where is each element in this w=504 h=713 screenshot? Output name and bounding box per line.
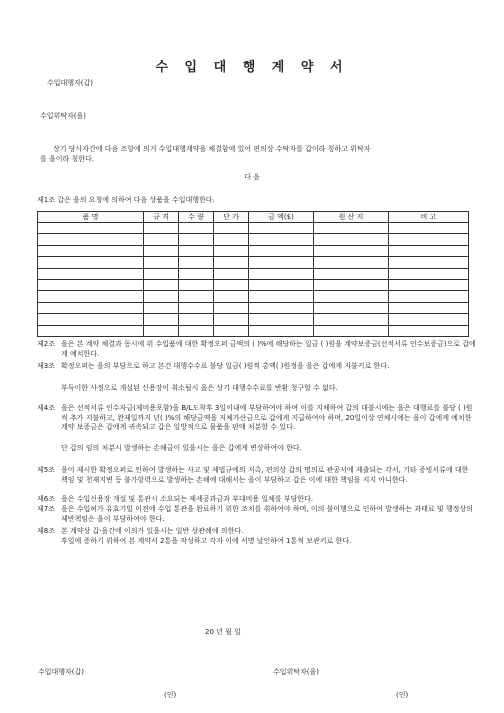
- table-cell: [249, 302, 314, 313]
- table-row: [38, 291, 469, 302]
- table-cell: [389, 302, 469, 313]
- seal-b: (인): [396, 691, 409, 699]
- article-number: 제2조: [37, 340, 55, 348]
- table-cell: [389, 291, 469, 302]
- table-cell: [314, 245, 389, 256]
- table-cell: [214, 257, 249, 268]
- table-cell: [314, 223, 389, 234]
- table-cell: [249, 279, 314, 290]
- article-text: 본 계약상 갑·을간에 이의가 있을시는 일반 상관례에 의한다.: [61, 527, 244, 535]
- table-cell: [214, 314, 249, 325]
- table-cell: [214, 268, 249, 279]
- table-cell: [214, 245, 249, 256]
- article-block: [37, 340, 477, 359]
- table-cell: [179, 325, 214, 336]
- sign-party-b: 수입위탁자(을): [273, 668, 320, 676]
- table-cell: [38, 245, 144, 256]
- article-block: [37, 466, 477, 485]
- table-cell: [144, 325, 179, 336]
- table-row: [38, 314, 469, 325]
- table-cell: [179, 302, 214, 313]
- page-title: 수 입 대 행 계 약 서: [155, 60, 349, 75]
- table-cell: [314, 314, 389, 325]
- table-cell: [389, 268, 469, 279]
- article-block: [37, 362, 477, 372]
- table-cell: [38, 223, 144, 234]
- article-text: 부득이한 사정으로 개설된 신용장이 취소될시 을은 상기 대행수수료를 반환 청구할 수 없다.: [61, 384, 338, 392]
- seal-a: (인): [164, 691, 177, 699]
- article-block: [37, 404, 477, 433]
- table-cell: [144, 279, 179, 290]
- table-cell: [38, 302, 144, 313]
- article-block: [37, 495, 477, 505]
- table-cell: [179, 291, 214, 302]
- table-cell: [144, 245, 179, 256]
- table-cell: [389, 245, 469, 256]
- article-text: 을이 제시한 확정오퍼로 인하여 발생하는 사고 및 제법규에의 저촉, 편의상 갑의 명의로 관공서에 제출되는 각서, 기타 증빙서류에 대한 책임 및 천재지변 등 불가항력으로 발생하는 손해에 대해서는 을이 부담하고 갑은 이에 대한 책임을 지지 아니한다.: [61, 466, 469, 484]
- table-row: [38, 223, 469, 234]
- table-cell: [389, 279, 469, 290]
- table-cell: [179, 234, 214, 245]
- table-row: [38, 279, 469, 290]
- table-cell: [389, 314, 469, 325]
- table-cell: [179, 314, 214, 325]
- article-block: [37, 527, 477, 537]
- table-cell: [249, 291, 314, 302]
- article-text: 을은 선적서류 인수자금(제비용포함)을 B/L도착후 3일이내에 부담하여야 하며 이를 지체하여 갑의 대불시에는 을은 대행료를 불당 ( )원씩 추가 지불하고, 완제일까지 년( )%의 해당금액을 지체가산금으로 갑에게 지급하여야 하며, 20일이상 연체시에는 을이 갑에게 예치한 계약 보증금은 갑에게 귀속되고 갑은 일방적으로 물품을 판매 처분할 수 있다.: [61, 404, 473, 432]
- article-number: 제4조: [37, 404, 55, 412]
- table-cell: [214, 325, 249, 336]
- table-cell: [38, 314, 144, 325]
- table-cell: [314, 279, 389, 290]
- col-header-qty: 수 량: [179, 212, 214, 223]
- table-cell: [249, 234, 314, 245]
- table-cell: [314, 257, 389, 268]
- article-text: 을은 수입허가 유효기일 이전에 수입 통관을 완료하기 위한 조치를 취하여야 하며, 이의 불이행으로 인하여 발생하는 과태료 및 행정상의 제반책임은 을이 부담하여야 한다.: [61, 505, 473, 523]
- table-cell: [214, 302, 249, 313]
- table-cell: [179, 257, 214, 268]
- table-cell: [38, 325, 144, 336]
- intro-line-1: 상기 당사자간에 다음 조항에 의거 수입대행계약을 체결함에 있어 편의상 수탁자를 갑이라 칭하고 위탁자: [53, 145, 371, 153]
- table-cell: [214, 291, 249, 302]
- table-cell: [314, 325, 389, 336]
- sign-party-a: 수입대행자(갑): [38, 668, 85, 676]
- col-header-item: 품 명: [38, 212, 144, 223]
- table-cell: [144, 223, 179, 234]
- article-number: 제8조: [37, 527, 55, 535]
- article-number: 제5조: [37, 466, 55, 474]
- article-text: 을은 수입신용장 개설 및 통관시 소요되는 제세공과금과 부대비용 일체를 부담한다.: [61, 495, 314, 503]
- party-a-label: 수입대행자(갑): [47, 79, 94, 87]
- table-cell: [389, 234, 469, 245]
- article-block: [37, 444, 477, 454]
- table-cell: [179, 268, 214, 279]
- table-cell: [144, 291, 179, 302]
- table-cell: [38, 234, 144, 245]
- table-cell: [144, 268, 179, 279]
- table-row: [38, 257, 469, 268]
- table-cell: [144, 257, 179, 268]
- table-cell: [38, 279, 144, 290]
- table-cell: [389, 325, 469, 336]
- col-header-remarks: 비 고: [389, 212, 469, 223]
- article-text: 확정오퍼는 을의 부담으로 하고 본건 대행수수료 불당 일금( )원씩 총액( )원정을 을은 갑에게 지불키로 한다.: [61, 362, 390, 370]
- table-cell: [214, 223, 249, 234]
- table-cell: [249, 223, 314, 234]
- article-1: 제1조 갑은 을의 요청에 의하여 다음 상품을 수입대행한다.: [37, 196, 215, 204]
- table-cell: [389, 223, 469, 234]
- table-row: [38, 234, 469, 245]
- da-eum-heading: 다 음: [244, 173, 260, 181]
- table-cell: [249, 325, 314, 336]
- article-block: [37, 505, 477, 524]
- goods-table: [37, 211, 469, 337]
- table-header-row: [38, 212, 469, 223]
- intro-line-2: 를 을이라 칭한다.: [40, 155, 95, 163]
- table-cell: [389, 257, 469, 268]
- table-cell: [314, 268, 389, 279]
- article-number: 제6조: [37, 495, 55, 503]
- article-block: [37, 384, 477, 394]
- article-text: 후일에 증하기 위하여 본 계약서 2통을 작성하고 각자 이에 서명 날인하여 1통씩 보관키로 한다.: [61, 537, 352, 545]
- table-cell: [179, 223, 214, 234]
- table-cell: [144, 302, 179, 313]
- table-cell: [249, 314, 314, 325]
- table-cell: [314, 302, 389, 313]
- article-number: 제3조: [37, 362, 55, 370]
- table-cell: [38, 257, 144, 268]
- col-header-spec: 규 격: [144, 212, 179, 223]
- col-header-unit-price: 단 가: [214, 212, 249, 223]
- table-row: [38, 245, 469, 256]
- table-cell: [38, 268, 144, 279]
- table-cell: [144, 234, 179, 245]
- table-cell: [314, 234, 389, 245]
- table-cell: [249, 268, 314, 279]
- table-row: [38, 302, 469, 313]
- table-cell: [249, 245, 314, 256]
- table-row: [38, 268, 469, 279]
- article-block: [37, 537, 477, 547]
- sign-date: 20 년 월 일: [205, 628, 241, 636]
- article-text: 을은 본 계약 체결과 동시에 위 수입품에 대한 확정오퍼 금액의 ( )%에 해당하는 일금 ( )원을 계약보증금(선적서류 인수보증금)으로 갑에게 예치한다.: [61, 340, 476, 358]
- party-b-label: 수입위탁자(을): [40, 112, 87, 120]
- table-row: [38, 325, 469, 336]
- table-cell: [38, 291, 144, 302]
- article-number: 제7조: [37, 505, 55, 513]
- table-cell: [214, 234, 249, 245]
- article-text: 단 갑의 임의 처분시 발생하는 손해금이 있을시는 을은 갑에게 변상하여야 한다.: [61, 444, 302, 452]
- table-cell: [144, 314, 179, 325]
- col-header-amount: 금 액($): [249, 212, 314, 223]
- table-cell: [314, 291, 389, 302]
- table-cell: [179, 245, 214, 256]
- table-cell: [249, 257, 314, 268]
- table-cell: [179, 279, 214, 290]
- col-header-origin: 원 산 지: [314, 212, 389, 223]
- table-cell: [214, 279, 249, 290]
